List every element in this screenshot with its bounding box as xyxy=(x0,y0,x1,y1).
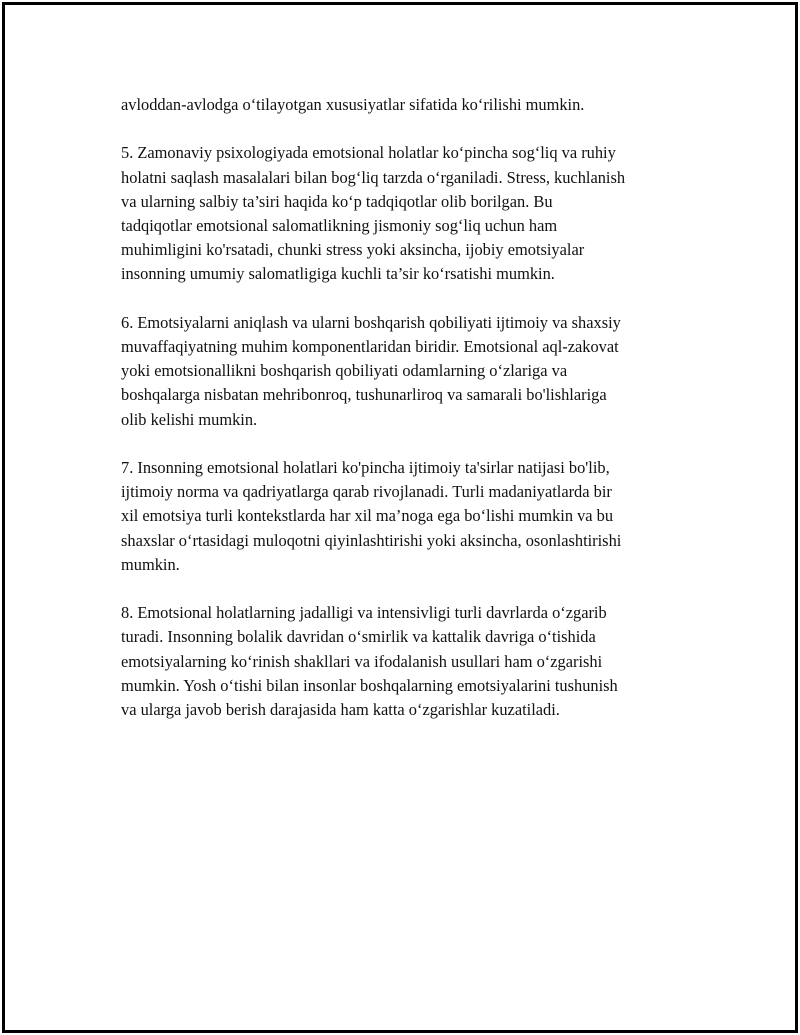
text-line: mumkin. Yosh o‘tishi bilan insonlar boshqalarning emotsiyalarini tushunish xyxy=(121,675,618,695)
text-line: olib kelishi mumkin. xyxy=(121,409,258,429)
text-line: avloddan-avlodga o‘tilayotgan xususiyatlar sifatida ko‘rilishi mumkin. xyxy=(121,95,585,114)
paragraph-5 xyxy=(121,141,711,286)
paragraph-continuation xyxy=(121,93,711,117)
text-line: muvaffaqiyatning muhim komponentlaridan biridir. Emotsional aql-zakovat xyxy=(121,337,619,356)
text-line: tadqiqotlar emotsional salomatlikning jismoniy sog‘liq uchun ham xyxy=(121,216,558,235)
text-line: 6. Emotsiyalarni aniqlash va ularni boshqarish qobiliyati ijtimoiy va shaxsiy xyxy=(121,312,621,332)
text-line: ijtimoiy norma va qadriyatlarga qarab rivojlanadi. Turli madaniyatlarda bir xyxy=(121,482,612,502)
text-line: va ularning salbiy ta’siri haqida ko‘p tadqiqotlar olib borilgan. Bu xyxy=(121,191,553,211)
paragraph-7 xyxy=(121,456,711,577)
document-body xyxy=(121,93,711,746)
text-line: emotsiyalarning ko‘rinish shakllari va ifodalanish usullari ham o‘zgarishi xyxy=(121,651,603,671)
text-line: turadi. Insonning bolalik davridan o‘smirlik va kattalik davriga o‘tishida xyxy=(121,627,596,647)
paragraph-6 xyxy=(121,311,711,432)
text-line: 8. Emotsional holatlarning jadalligi va intensivligi turli davrlarda o‘zgarib xyxy=(121,603,607,623)
text-line: xil emotsiya turli kontekstlarda har xil ma’noga ega bo‘lishi mumkin va bu xyxy=(121,506,614,526)
text-line: mumkin. xyxy=(121,554,180,574)
text-line: muhimligini ko'rsatadi, chunki stress yoki aksincha, ijobiy emotsiyalar xyxy=(121,240,585,260)
text-line: holatni saqlash masalalari bilan bog‘liq tarzda o‘rganiladi. Stress, kuchlanish xyxy=(121,167,626,187)
text-line: yoki emotsionallikni boshqarish qobiliyati odamlarning o‘zlariga va xyxy=(121,361,568,381)
page-frame xyxy=(2,2,798,1033)
text-line: 7. Insonning emotsional holatlari ko'pincha ijtimoiy ta'sirlar natijasi bo'lib, xyxy=(121,458,610,477)
text-line: va ularga javob berish darajasida ham katta o‘zgarishlar kuzatiladi. xyxy=(121,700,560,720)
text-line: insonning umumiy salomatligiga kuchli ta’sir ko‘rsatishi mumkin. xyxy=(121,264,555,284)
text-line: 5. Zamonaviy psixologiyada emotsional holatlar ko‘pincha sog‘liq va ruhiy xyxy=(121,143,616,163)
text-line: shaxslar o‘rtasidagi muloqotni qiyinlashtirishi yoki aksincha, osonlashtirishi xyxy=(121,530,622,550)
paragraph-8 xyxy=(121,601,711,722)
text-line: boshqalarga nisbatan mehribonroq, tushunarliroq va samarali bo'lishlariga xyxy=(121,385,607,405)
